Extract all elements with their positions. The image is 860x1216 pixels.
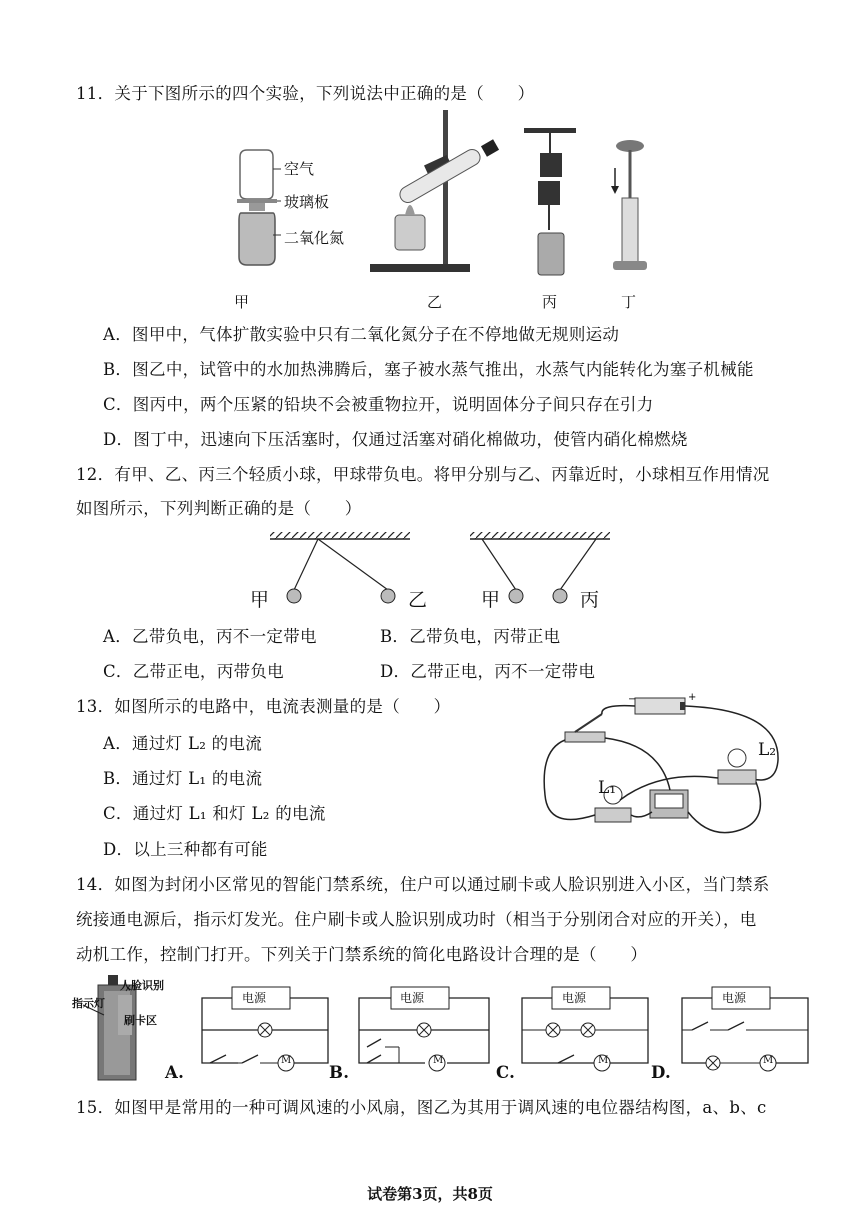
circuit-a-motor-label: M bbox=[281, 1055, 292, 1066]
q12-option-a: A．乙带负电，丙不一定带电 bbox=[103, 627, 317, 646]
q12-option-d: D．乙带正电，丙不一定带电 bbox=[380, 662, 596, 681]
q14-stem-line1: 14．如图为封闭小区常见的智能门禁系统，住户可以通过刷卡或人脸识别进入小区，当门禁系 bbox=[76, 875, 770, 894]
q13-circuit bbox=[540, 690, 790, 855]
q12-stem-line2: 如图所示，下列判断正确的是（ ） bbox=[76, 499, 362, 518]
q12-ball-label-bing: 丙 bbox=[580, 589, 600, 611]
q11-fig-bing bbox=[520, 125, 580, 285]
q11-fig-yi bbox=[365, 110, 525, 280]
caption-ding: 丁 bbox=[621, 293, 637, 311]
svg-text:−: − bbox=[628, 694, 637, 705]
label-glass-plate: 玻璃板 bbox=[284, 193, 330, 211]
q14-stem-line2: 统接通电源后，指示灯发光。住户刷卡或人脸识别成功时（相当于分别闭合对应的开关），电 bbox=[76, 910, 757, 929]
circuit-d-motor-label: M bbox=[763, 1055, 774, 1066]
q11-option-b: B．图乙中，试管中的水加热沸腾后，塞子被水蒸气推出，水蒸气内能转化为塞子机械能 bbox=[103, 360, 754, 379]
circuit-c-motor-label: M bbox=[598, 1055, 609, 1066]
photo-label-face: 人脸识别 bbox=[120, 979, 164, 992]
label-no2: 二氧化氮 bbox=[284, 229, 345, 247]
lamp-label-l2: L₂ bbox=[758, 740, 777, 760]
q13-option-a: A．通过灯 L₂ 的电流 bbox=[103, 734, 263, 753]
q13-option-d: D．以上三种都有可能 bbox=[103, 840, 268, 859]
circuit-b-power-label: 电源 bbox=[400, 991, 425, 1005]
q13-option-b: B．通过灯 L₁ 的电流 bbox=[103, 769, 263, 788]
q11-option-a: A．图甲中，气体扩散实验中只有二氧化氮分子在不停地做无规则运动 bbox=[103, 325, 620, 344]
photo-label-indicator: 指示灯 bbox=[72, 997, 105, 1010]
lamp-label-l1: L₁ bbox=[598, 778, 617, 798]
q12-option-b: B．乙带负电，丙带正电 bbox=[380, 627, 561, 646]
q14-choice-d: D. bbox=[651, 1063, 672, 1082]
q14-choice-c: C. bbox=[496, 1063, 516, 1082]
q12-stem-line1: 12．有甲、乙、丙三个轻质小球，甲球带负电。将甲分别与乙、丙靠近时，小球相互作用情况 bbox=[76, 465, 770, 484]
q14-choice-a: A. bbox=[165, 1063, 185, 1082]
circuit-b-motor-label: M bbox=[433, 1055, 444, 1066]
q12-ball-label-jia-2: 甲 bbox=[481, 589, 501, 611]
caption-bing: 丙 bbox=[542, 293, 558, 311]
q11-option-d: D．图丁中，迅速向下压活塞时，仅通过活塞对硝化棉做功，使管内硝化棉燃烧 bbox=[103, 430, 688, 449]
label-air: 空气 bbox=[284, 160, 315, 178]
q15-stem: 15．如图甲是常用的一种可调风速的小风扇，图乙为其用于调风速的电位器结构图，a、b、c bbox=[76, 1098, 767, 1117]
q13-stem: 13．如图所示的电路中，电流表测量的是（ ） bbox=[76, 697, 451, 716]
q12-ball-label-jia-1: 甲 bbox=[250, 589, 270, 611]
caption-yi: 乙 bbox=[427, 293, 443, 311]
caption-jia: 甲 bbox=[234, 293, 250, 311]
page-footer: 试卷第3页，共8页 bbox=[367, 1185, 493, 1203]
circuit-d-power-label: 电源 bbox=[722, 991, 747, 1005]
q11-stem: 11．关于下图所示的四个实验，下列说法中正确的是（ ） bbox=[76, 84, 535, 103]
svg-text:+: + bbox=[688, 692, 697, 703]
q12-figure bbox=[260, 530, 620, 610]
circuit-a-power-label: 电源 bbox=[242, 991, 267, 1005]
q11-fig-ding bbox=[605, 138, 655, 278]
q14-stem-line3: 动机工作，控制门打开。下列关于门禁系统的简化电路设计合理的是（ ） bbox=[76, 945, 648, 964]
q14-circuit-b bbox=[355, 985, 495, 1075]
circuit-c-power-label: 电源 bbox=[562, 991, 587, 1005]
photo-label-card: 刷卡区 bbox=[124, 1014, 157, 1027]
q12-option-c: C．乙带正电，丙带负电 bbox=[103, 662, 284, 681]
q12-ball-label-yi: 乙 bbox=[408, 589, 428, 611]
q11-option-c: C．图丙中，两个压紧的铅块不会被重物拉开，说明固体分子间只存在引力 bbox=[103, 395, 654, 414]
q14-choice-b: B. bbox=[329, 1063, 350, 1082]
q13-option-c: C．通过灯 L₁ 和灯 L₂ 的电流 bbox=[103, 804, 326, 823]
